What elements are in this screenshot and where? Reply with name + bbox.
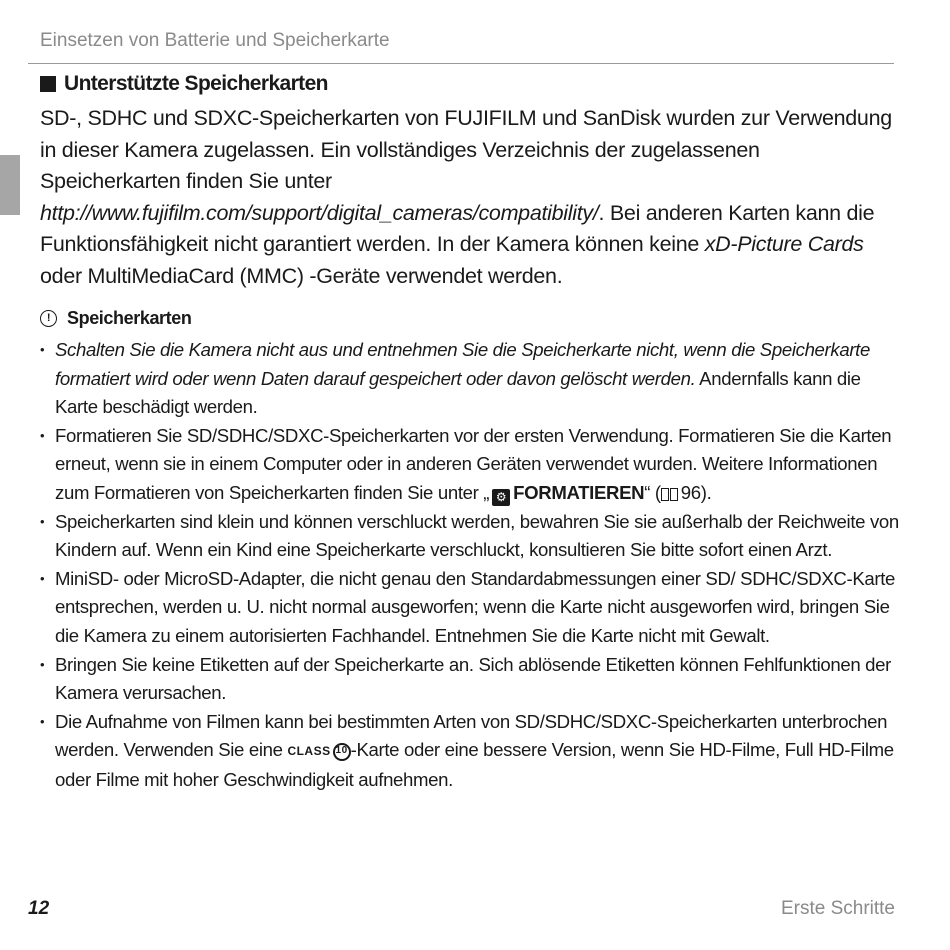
caution-icon: !: [40, 310, 57, 327]
list-item: • Speicherkarten sind klein und können verschluckt werden, bewahren Sie sie außerhalb der Reichweite von Kindern auf. Wenn ein Kind eine Speicherkarte verschluckt, konsultieren Sie bitte sofort einen Arzt.: [40, 508, 900, 565]
format-ref-close: ).: [700, 481, 712, 503]
caution-title-text: Speicherkarten: [67, 308, 192, 328]
movie-text-1: Die Aufnahme von Filmen kann bei bestimmten Arten von SD/SDHC/SDXC-Speicherkarten unterbrochen werden. Verwenden Sie eine: [55, 710, 888, 761]
chapter-name: Erste Schritte: [780, 898, 895, 919]
class-logo-text: CLASS: [287, 744, 331, 759]
running-header: Einsetzen von Batterie und Speicherkarte: [40, 30, 390, 51]
intro-paragraph: [40, 103, 892, 292]
square-bullet-icon: [40, 76, 56, 92]
list-item: [40, 708, 900, 795]
warning-text: Andernfalls kann die Karte beschädigt werden.: [55, 367, 861, 418]
list-item: [40, 336, 900, 422]
caution-list: [40, 336, 900, 795]
intro-text-1: SD-, SDHC und SDXC-Speicherkarten von FUJIFILM und SanDisk wurden zur Verwendung in dieser Kamera zugelassen. Ein vollständiges Verzeichnis der zugelassenen Speicherkarten finden Sie unter: [40, 106, 892, 193]
caution-heading: [40, 308, 191, 329]
class-10-logo-icon: [287, 737, 350, 766]
list-item: • Bringen Sie keine Etiketten auf der Speicherkarte an. Sich ablösende Etiketten können Fehlfunktionen der Kamera verursachen.: [40, 651, 900, 708]
list-item: [40, 422, 900, 508]
page-number: 12: [28, 898, 50, 919]
header-rule: [28, 63, 894, 64]
intro-text-2: . Bei anderen Karten kann die Funktionsfähigkeit nicht garantiert werden. In der Kamera können keine: [40, 200, 875, 256]
chapter-tab-marker: [0, 155, 20, 215]
class-logo-number: 10: [333, 743, 351, 761]
list-item: • MiniSD- oder MicroSD-Adapter, die nicht genau den Standardabmessungen einer SD/ SDHC/SDXC-Karte entsprechen, werden u. U. nicht normal ausgeworfen; wenn die Karte nicht ausgeworfen wird, bringen Sie die Kamera zu einem autorisierten Fachhandel. Entnehmen Sie die Karte nicht mit Gewalt.: [40, 565, 900, 651]
format-menu-name: FORMATIEREN: [513, 481, 645, 503]
intro-text-3: oder MultiMediaCard (MMC) -Geräte verwendet werden.: [40, 263, 563, 288]
section-title-text: Unterstützte Speicherkarten: [64, 72, 328, 95]
page-reference-number: 96: [680, 481, 701, 503]
format-ref-open: “ (: [644, 481, 661, 503]
format-instruction-text: Formatieren Sie SD/SDHC/SDXC-Speicherkarten vor der ersten Verwendung. Formatieren Sie die Karten erneut, wenn sie in einem Computer oder in anderen Geräten verwendet wurden. Weitere Informationen zum Formatieren von Speicherkarten finden Sie unter „: [55, 424, 892, 503]
warning-italic-text: Schalten Sie die Kamera nicht aus und entnehmen Sie die Speicherkarte nicht, wenn die Speicherkarte formatiert wird oder wenn Daten darauf gespeichert oder davon gelöscht werden.: [55, 339, 870, 389]
compatibility-url[interactable]: http://www.fujifilm.com/support/digital_cameras/compatibility/: [40, 200, 599, 225]
movie-text-2: -Karte oder eine bessere Version, wenn Sie HD-Filme, Full HD-Filme oder Filme mit hoher Geschwindigkeit aufnehmen.: [55, 739, 894, 790]
section-title: [40, 72, 328, 96]
page-reference-icon: [661, 488, 678, 501]
setup-menu-icon: ⚙: [492, 489, 510, 506]
xd-card-term: xD-Picture Cards: [704, 232, 864, 256]
